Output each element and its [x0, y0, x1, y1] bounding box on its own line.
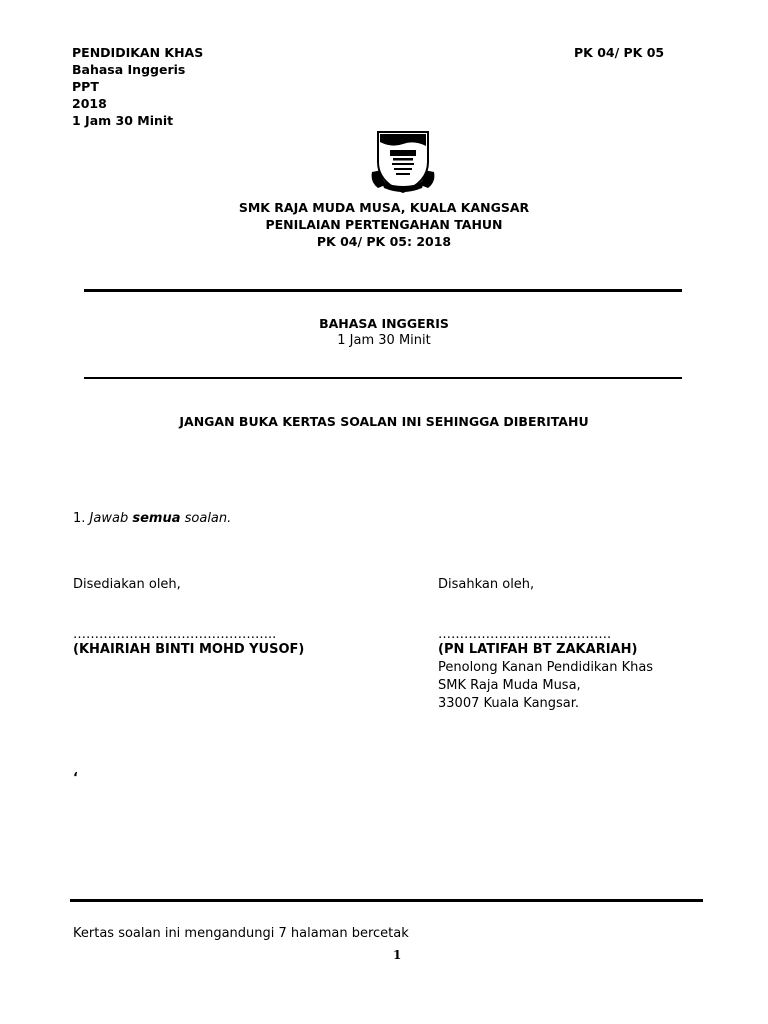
- divider-top: [84, 289, 682, 292]
- subject-duration: 1 Jam 30 Minit: [337, 333, 431, 348]
- school-crest-icon: [368, 128, 438, 200]
- exam-name: PENILAIAN PERTENGAHAN TAHUN: [265, 217, 503, 232]
- warning-notice: JANGAN BUKA KERTAS SOALAN INI SEHINGGA DIBERITAHU: [179, 414, 589, 429]
- divider-bottom: [70, 899, 703, 902]
- prepared-signature-dots: ………………………………………..: [73, 627, 277, 642]
- header-line-year: 2018: [72, 96, 107, 111]
- approved-label: Disahkan oleh,: [438, 577, 535, 592]
- instruction-after: soalan.: [184, 511, 232, 526]
- subject-name: BAHASA INGGERIS: [319, 316, 449, 331]
- header-line-subject: Bahasa Inggeris: [72, 62, 186, 77]
- page-count-note: Kertas soalan ini mengandungi 7 halaman bercetak: [73, 926, 409, 941]
- approved-block: [438, 641, 653, 713]
- header-line-program: PENDIDIKAN KHAS: [72, 45, 204, 60]
- title-block: [0, 199, 768, 250]
- approved-name: (PN LATIFAH BT ZAKARIAH): [438, 642, 638, 657]
- header-code: PK 04/ PK 05: [574, 45, 665, 60]
- divider-middle: [84, 377, 682, 379]
- instruction-number: 1.: [73, 511, 86, 526]
- exam-code-year: PK 04/ PK 05: 2018: [316, 234, 452, 249]
- header-info: [72, 44, 203, 129]
- instruction-before: Jawab: [89, 511, 129, 526]
- instruction-line: [73, 510, 231, 528]
- prepared-label: Disediakan oleh,: [73, 577, 181, 592]
- approved-school: SMK Raja Muda Musa,: [438, 678, 581, 693]
- header-line-exam: PPT: [72, 79, 99, 94]
- page-number: 1: [393, 948, 402, 962]
- subject-block: [0, 315, 768, 350]
- instruction-emphasis: semua: [132, 511, 181, 526]
- stray-mark: ‘: [73, 771, 78, 786]
- prepared-name: (KHAIRIAH BINTI MOHD YUSOF): [73, 642, 305, 657]
- header-line-duration: 1 Jam 30 Minit: [72, 113, 174, 128]
- approved-address: 33007 Kuala Kangsar.: [438, 696, 580, 711]
- approved-signature-dots: ………………………………….: [438, 627, 612, 642]
- approved-position: Penolong Kanan Pendidikan Khas: [438, 660, 654, 675]
- school-name: SMK RAJA MUDA MUSA, KUALA KANGSAR: [238, 200, 530, 215]
